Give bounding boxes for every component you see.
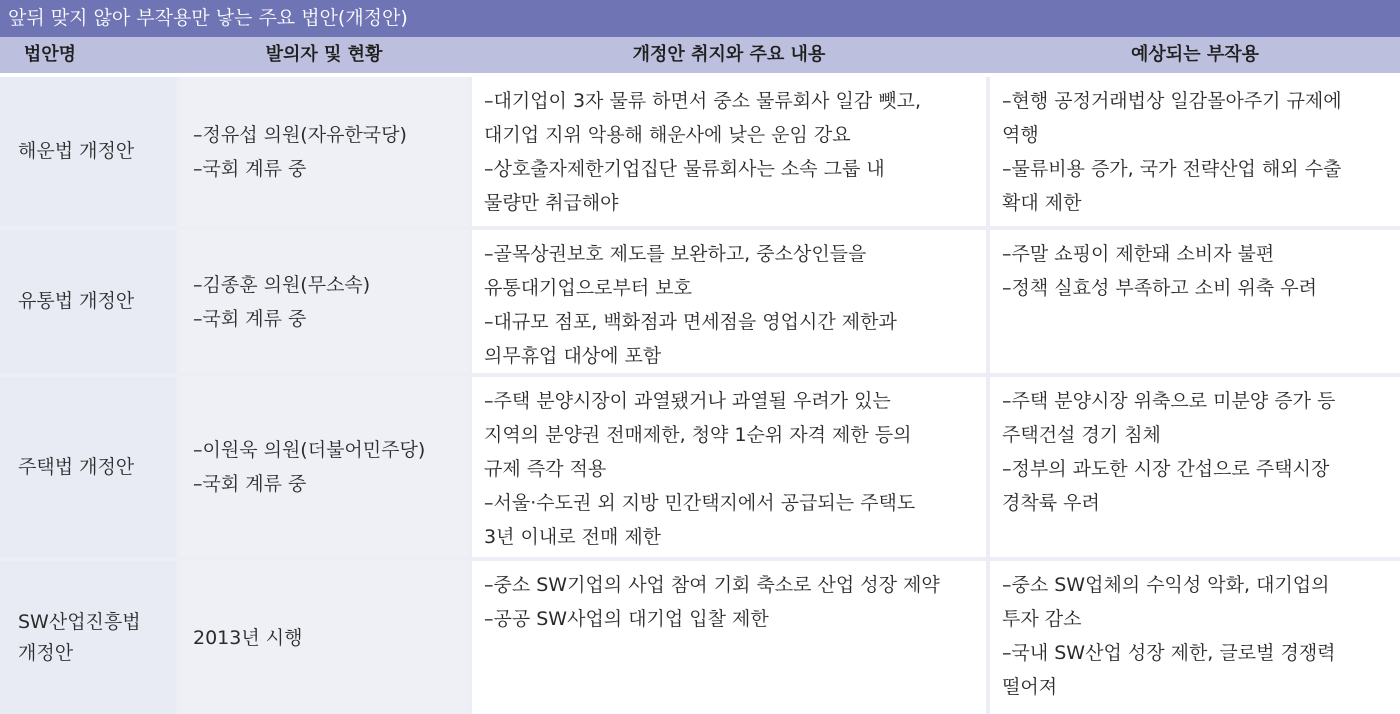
status-line: –국회 계류 중 [193, 157, 307, 180]
side-effect-cell [990, 77, 1400, 226]
side-effect-cell [990, 377, 1400, 557]
purpose-cell [472, 230, 986, 373]
purpose-item-line: 지역의 분양권 전매제한, 청약 1순위 자격 제한 등의 [484, 424, 912, 446]
purpose-item-line: 대기업 지위 악용해 해운사에 낮은 운임 강요 [484, 124, 851, 146]
purpose-item-line: –공공 SW사업의 대기업 입찰 제한 [484, 608, 769, 630]
side-effect-cell [990, 561, 1400, 714]
law-name: 주택법 개정안 [18, 455, 135, 478]
purpose-item-line: 의무휴업 대상에 포함 [484, 345, 662, 367]
status-line: –국회 계류 중 [193, 307, 307, 330]
proposer-line: –김종훈 의원(무소속) [193, 273, 371, 296]
column-header-purpose: 개정안 취지와 주요 내용 [632, 44, 826, 65]
purpose-item-line: 물량만 취급해야 [484, 192, 619, 214]
purpose-item [484, 305, 986, 373]
law-name-cell [0, 77, 176, 226]
table-header-row [0, 37, 1400, 73]
purpose-item-line: –중소 SW기업의 사업 참여 기회 축소로 산업 성장 제약 [484, 574, 940, 596]
side-effect-item-line: –국내 SW산업 성장 제한, 글로벌 경쟁력 [1002, 642, 1336, 664]
law-name: SW산업진흥법 [18, 610, 141, 633]
column-header-side-effects: 예상되는 부작용 [1131, 44, 1259, 65]
side-effect-item-line: –주말 쇼핑이 제한돼 소비자 불편 [1002, 243, 1275, 265]
side-effect-item-line: 경착륙 우려 [1002, 492, 1100, 514]
law-name-cell [0, 377, 176, 557]
purpose-item [484, 384, 986, 486]
purpose-item-line: –대규모 점포, 백화점과 면세점을 영업시간 제한과 [484, 311, 897, 333]
side-effect-item-line: –정책 실효성 부족하고 소비 위축 우려 [1002, 277, 1318, 299]
purpose-item [484, 237, 986, 305]
purpose-item-line: 3년 이내로 전매 제한 [484, 526, 662, 548]
side-effect-item-line: 투자 감소 [1002, 608, 1082, 630]
side-effect-item [1002, 237, 1400, 271]
purpose-item-line: –주택 분양시장이 과열됐거나 과열될 우려가 있는 [484, 390, 891, 412]
law-name-cell [0, 230, 176, 373]
purpose-item-line: 규제 즉각 적용 [484, 458, 607, 480]
side-effect-item-line: –물류비용 증가, 국가 전략산업 해외 수출 [1002, 158, 1342, 180]
table-row [0, 230, 1400, 377]
law-name: 유통법 개정안 [18, 290, 135, 312]
law-name-cell [0, 561, 176, 714]
purpose-item [484, 486, 986, 554]
side-effect-item-line: –주택 분양시장 위축으로 미분양 증가 등 [1002, 390, 1336, 412]
side-effect-item [1002, 384, 1400, 452]
law-name: 해운법 개정안 [18, 140, 135, 162]
proposer-line: –이원욱 의원(더불어민주당) [193, 439, 426, 461]
purpose-cell [472, 77, 986, 226]
side-effect-item [1002, 84, 1400, 152]
table-title: 앞뒤 맞지 않아 부작용만 낳는 주요 법안(개정안) [0, 0, 1400, 37]
purpose-item [484, 84, 986, 152]
table-row [0, 77, 1400, 230]
proposer-line: –정유섭 의원(자유한국당) [193, 123, 407, 146]
side-effect-item [1002, 636, 1400, 704]
proposer-cell [180, 77, 468, 226]
law-name: 개정안 [18, 641, 74, 664]
side-effect-item-line: –정부의 과도한 시장 간섭으로 주택시장 [1002, 458, 1330, 480]
side-effect-item-line: 역행 [1002, 124, 1039, 146]
purpose-item [484, 602, 986, 636]
side-effect-cell [990, 230, 1400, 373]
proposer-cell [180, 230, 468, 373]
purpose-item-line: –상호출자제한기업집단 물류회사는 소속 그룹 내 [484, 158, 885, 180]
purpose-item [484, 152, 986, 220]
column-header-proposer: 발의자 및 현황 [265, 44, 383, 65]
side-effect-item-line: –중소 SW업체의 수익성 악화, 대기업의 [1002, 574, 1330, 596]
side-effect-item [1002, 568, 1400, 636]
side-effect-item-line: 주택건설 경기 침체 [1002, 424, 1161, 446]
side-effect-item [1002, 452, 1400, 520]
side-effect-item-line: 떨어져 [1002, 676, 1058, 698]
status-line: –국회 계류 중 [193, 473, 307, 495]
purpose-item-line: –대기업이 3자 물류 하면서 중소 물류회사 일감 뺏고, [484, 90, 921, 112]
purpose-item-line: –골목상권보호 제도를 보완하고, 중소상인들을 [484, 243, 867, 265]
proposer-cell [180, 561, 468, 714]
proposer-cell [180, 377, 468, 557]
table-row [0, 377, 1400, 561]
purpose-cell [472, 561, 986, 714]
side-effect-item-line: –현행 공정거래법상 일감몰아주기 규제에 [1002, 90, 1342, 112]
side-effect-item [1002, 271, 1400, 305]
purpose-item-line: –서울·수도권 외 지방 민간택지에서 공급되는 주택도 [484, 492, 916, 514]
table-row [0, 561, 1400, 714]
purpose-cell [472, 377, 986, 557]
column-header-law-name: 법안명 [23, 44, 77, 65]
side-effect-item [1002, 152, 1400, 220]
side-effect-item-line: 확대 제한 [1002, 192, 1082, 214]
proposer-line: 2013년 시행 [193, 626, 303, 649]
purpose-item [484, 568, 986, 602]
purpose-item-line: 유통대기업으로부터 보호 [484, 277, 692, 299]
